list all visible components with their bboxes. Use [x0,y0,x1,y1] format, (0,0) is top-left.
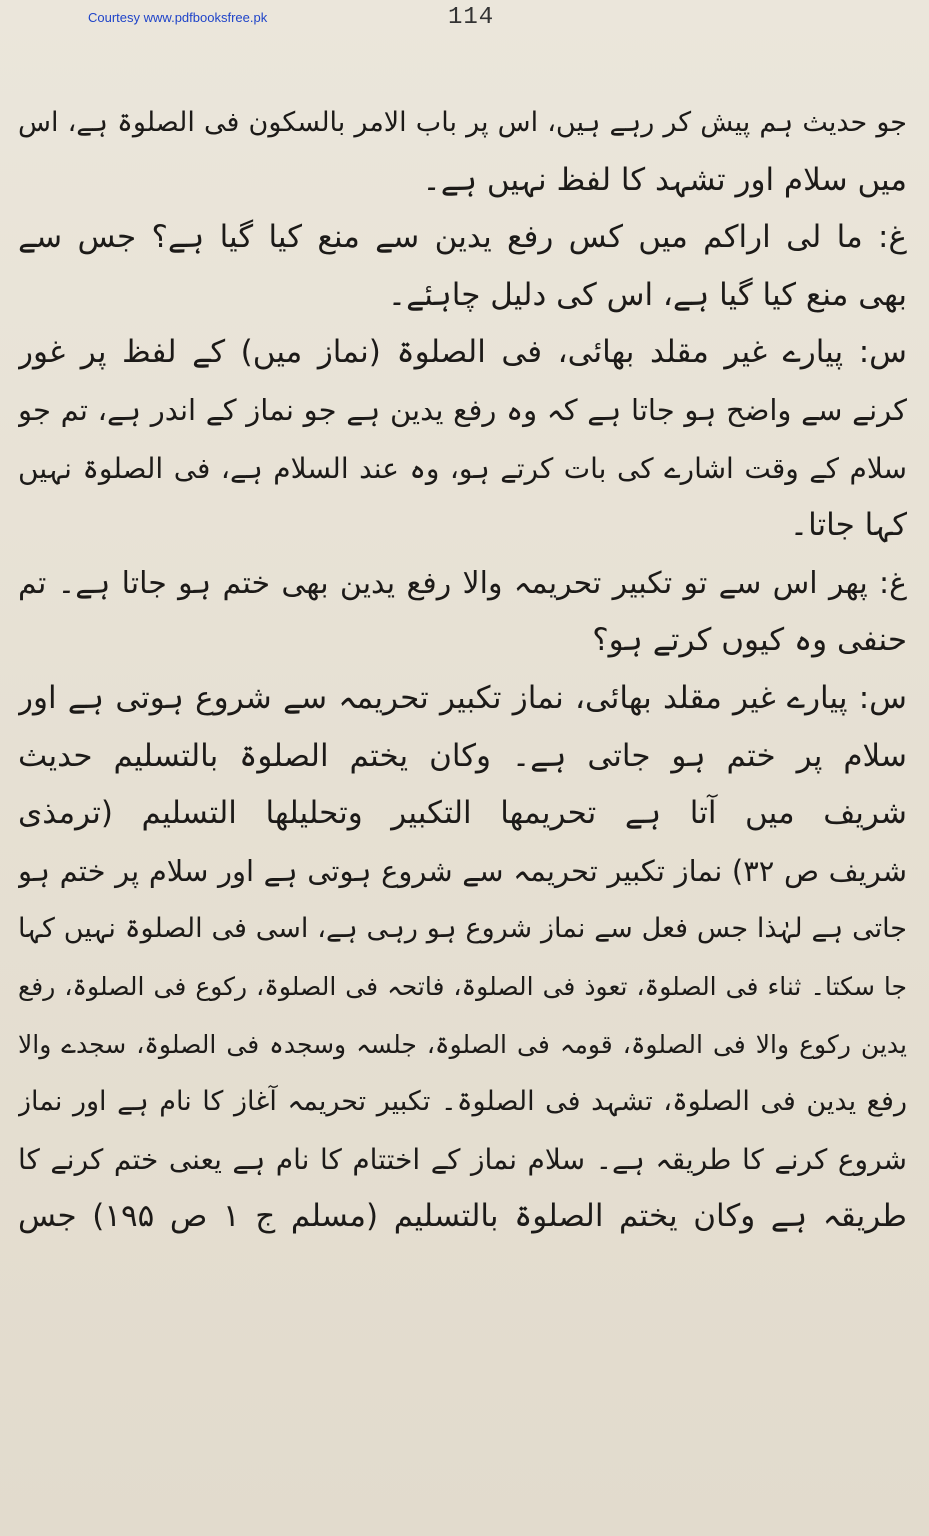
text-line: س: پیارے غیر مقلد بھائی، فی الصلوۃ (نماز میں) کے لفظ پر غور [18,334,907,371]
urdu-text-body [18,94,907,1246]
text-line: رفع یدین فی الصلوۃ، تشہد فی الصلوۃ۔ تکبیر تحریمہ آغاز کا نام ہے اور نماز [18,1086,907,1118]
text-line: میں سلام اور تشہد کا لفظ نہیں ہے۔ [422,161,907,198]
text-line: جا سکتا۔ ثناء فی الصلوۃ، تعوذ فی الصلوۃ، فاتحہ فی الصلوۃ، رکوع فی الصلوۃ، رفع [18,971,907,1001]
text-line: حنفی وہ کیوں کرتے ہو؟ [592,622,907,659]
text-line: شریف میں آتا ہے تحریمها التکبیر وتحلیلها التسلیم (ترمذی [18,795,907,832]
text-line: س: پیارے غیر مقلد بھائی، نماز تکبیر تحریمہ سے شروع ہوتی ہے اور [18,679,907,716]
page-number: 114 [448,4,495,31]
text-line: یدین رکوع والا فی الصلوۃ، قومہ فی الصلوۃ، جلسہ وسجدہ فی الصلوۃ، سجدے والا [18,1029,907,1059]
text-line: طریقہ ہے وکان یختم الصلوۃ بالتسلیم (مسلم ج ۱ ص ۱۹۵) جس [18,1198,907,1235]
text-line: کرنے سے واضح ہو جاتا ہے کہ وہ رفع یدین ہے جو نماز کے اندر ہے، تم جو [18,392,907,427]
text-line: غ: ما لی اراکم میں کس رفع یدین سے منع کیا گیا ہے؟ جس سے [18,219,907,256]
text-line: سلام کے وقت اشارے کی بات کرتے ہو، وہ عند السلام ہے، فی الصلوۃ نہیں [18,451,907,485]
text-line: شریف ص ۳۲) نماز تکبیر تحریمہ سے شروع ہوتی ہے اور سلام پر ختم ہو [18,853,907,888]
text-line: سلام پر ختم ہو جاتی ہے۔ وکان یختم الصلوۃ بالتسلیم حدیث [18,737,907,774]
courtesy-watermark: Courtesy www.pdfbooksfree.pk [88,10,268,25]
text-line: بھی منع کیا گیا ہے، اس کی دلیل چاہئے۔ [387,276,907,313]
text-line: شروع کرنے کا طریقہ ہے۔ سلام نماز کے اختتام کا نام ہے یعنی ختم کرنے کا [18,1142,907,1176]
text-line: غ: پھر اس سے تو تکبیر تحریمہ والا رفع یدین بھی ختم ہو جاتا ہے۔ تم [18,565,907,601]
text-line: کہا جاتا۔ [789,507,907,544]
text-line: جاتی ہے لہٰذا جس فعل سے نماز شروع ہو رہی ہے، اسی فی الصلوۃ نہیں کہا [18,913,907,945]
text-line: جو حدیث ہم پیش کر رہے ہیں، اس پر باب الامر بالسکون فی الصلوۃ ہے، اس [18,107,907,138]
